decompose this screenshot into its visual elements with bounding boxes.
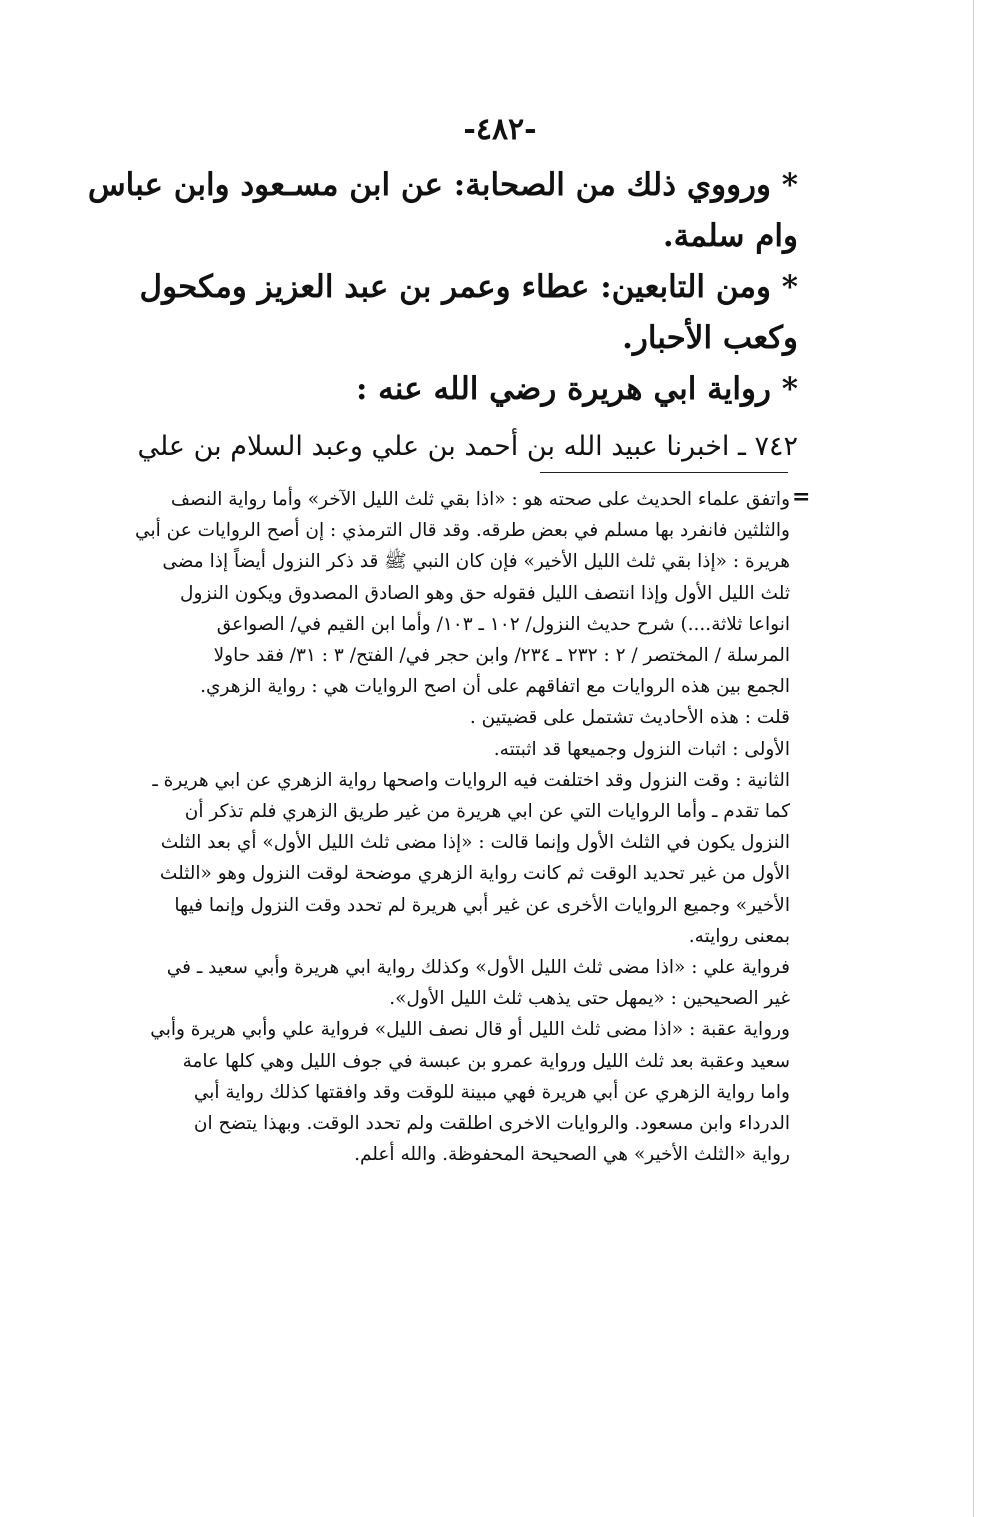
footnote-line: غير الصحيحين : «يمهل حتى يذهب ثلث الليل الأول». [389,988,790,1010]
main-text-line: * ومن التابعين: عطاء وعمر بن عبد العزيز ومكحول [139,269,798,305]
footnote-block [118,484,790,1170]
footnote-line: سعيد وعقبة بعد ثلث الليل ورواية عمرو بن عبسة في جوف الليل وهي كلها عامة [182,1050,790,1072]
footnote-line: واتفق علماء الحديث على صحته هو : «اذا بقي ثلث الليل الآخر» وأما رواية النصف [170,489,790,510]
page-number: -٤٨٢- [463,112,537,147]
footnote-line: ثلث الليل الأول وإذا انتصف الليل فقوله حق وهو الصادق المصدوق ويكون النزول [180,582,790,604]
main-text-line: * ورووي ذلك من الصحابة: عن ابن مسـعود وابن عباس [87,167,798,203]
main-text-line: وكعب الأحبار. [622,320,798,356]
footnote-line: قلت : هذه الأحاديث تشتمل على قضيتين . [469,707,790,729]
footnote-line: هريرة : «إذا بقي ثلث الليل الأخير» فإن كان النبي ﷺ قد ذكر النزول أيضاً إذا مضى [162,551,790,573]
footnote-continuation-marker: = [792,484,811,510]
main-text-line: وام سلمة. [662,218,798,254]
main-text-line: * رواية ابي هريرة رضي الله عنه : [355,371,798,407]
footnote-line: الثانية : وقت النزول وقد اختلفت فيه الروايات واصحها رواية الزهري عن ابي هريرة ـ [152,769,790,791]
footnote-line: المرسلة / المختصر / ٢ : ٢٣٢ ـ ٢٣٤/ وابن حجر في/ الفتح/ ٣ : ٣١/ فقد حاولا [213,645,790,667]
footnote-line: الدرداء وابن مسعود. والروايات الاخرى اطلقت ولم تحدد الوقت. وبهذا يتضح ان [193,1113,790,1135]
footnote-line: الجمع بين هذه الروايات مع اتفاقهم على أن اصح الروايات هي : رواية الزهري. [200,676,790,698]
footnote-line: الأولى : اثبات النزول وجميعها قد اثبتته. [493,738,790,760]
footnote-line: واما رواية الزهري عن أبي هريرة فهي مبينة للوقت وقد وافقتها كذلك رواية أبي [193,1081,790,1103]
footnote-line: كما تقدم ـ وأما الروايات التي عن ابي هريرة من غير طريق الزهري فلم تذكر أن [184,801,790,823]
footnote-line: انواعا ثلاثة....) شرح حديث النزول/ ١٠٢ ـ ١٠٣/ وأما ابن القيم في/ الصواعق [216,613,790,635]
footnote-line: النزول يكون في الثلث الأول وإنما قالت : «إذا مضى ثلث الليل الأول» أي بعد الثلث [160,832,790,854]
footnote-line: بمعنى روايته. [688,925,790,947]
page-edge-line [973,0,974,1517]
footnote-line: الأول من غير تحديد الوقت ثم كانت رواية الزهري موضحة لوقت النزول وهو «الثلث [159,863,790,885]
footnote-separator [540,472,788,473]
footnote-line: ورواية عقبة : «اذا مضى ثلث الليل أو قال نصف الليل» فرواية علي وأبي هريرة وأبي [150,1019,790,1041]
footnote-line: والثلثين فانفرد بها مسلم في بعض طرقه. وقد قال الترمذي : إن أصح الروايات عن أبي [135,520,790,542]
footnote-line: فرواية علي : «اذا مضى ثلث الليل الأول» وكذلك رواية ابي هريرة وأبي سعيد ـ في [166,957,790,979]
footnote-line: الأخير» وجميع الروايات الأخرى عن غير أبي هريرة لم تحدد وقت النزول وإنما فيها [174,894,790,916]
footnote-line: رواية «الثلث الأخير» هي الصحيحة المحفوظة. والله أعلم. [354,1144,790,1166]
main-text-line: ٧٤٢ ـ اخبرنا عبيد الله بن أحمد بن علي وعبد السلام بن علي [137,431,798,462]
main-text-block [87,160,798,472]
